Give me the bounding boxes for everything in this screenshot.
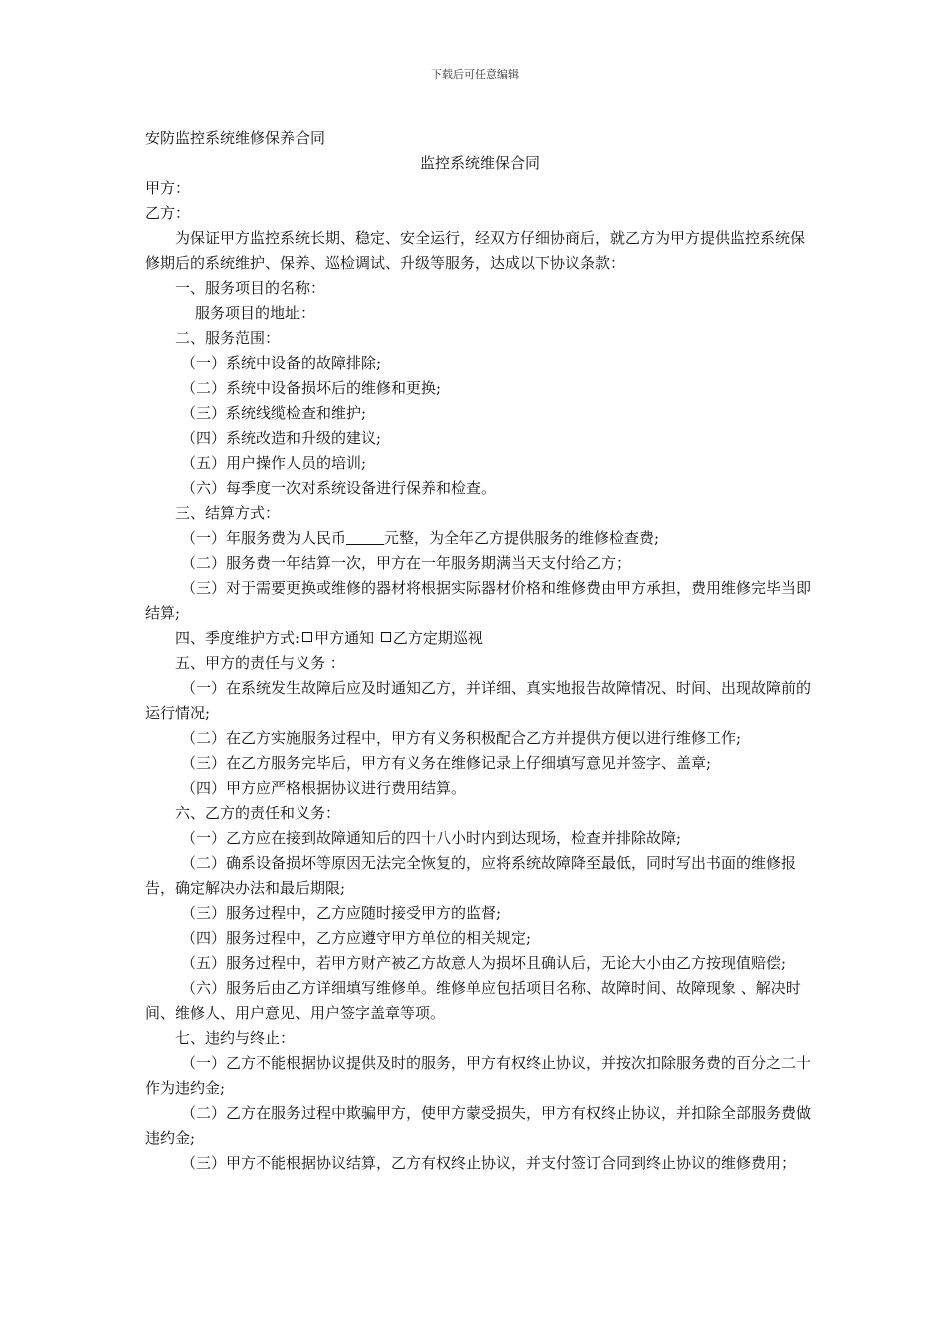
checkbox-icon xyxy=(302,632,312,642)
contract-title: 监控系统维保合同 xyxy=(419,154,540,172)
section-2-item: （一）系统中设备的故障排除; xyxy=(181,354,382,372)
section-4-title xyxy=(145,626,815,651)
fee-blank xyxy=(346,530,384,545)
section-1-title: 一、服务项目的名称： xyxy=(175,279,326,297)
section-2-item: （四）系统改造和升级的建议; xyxy=(181,429,382,447)
section-7-item: （二）乙方在服务过程中欺骗甲方，使甲方蒙受损失，甲方有权终止协议，并扣除全部服务费做违约金; xyxy=(145,1104,812,1147)
contract-document xyxy=(145,126,815,1176)
page-header: 下载后可任意编辑 xyxy=(431,68,519,81)
section-3-item: （三）对于需要更换或维修的器材将根据实际器材价格和维修费由甲方承担，费用维修完毕当即结算; xyxy=(145,579,812,622)
party-a: 甲方： xyxy=(145,179,191,197)
document-title: 安防监控系统维修保养合同 xyxy=(145,129,326,147)
section-2-title: 二、服务范围： xyxy=(175,329,281,347)
section-2-item: （五）用户操作人员的培训; xyxy=(181,454,367,472)
fee-label: （一）年服务费为人民币 xyxy=(181,529,347,547)
section-5-title: 五、甲方的责任与义务 ： xyxy=(175,654,345,672)
section-6-title: 六、乙方的责任和义务： xyxy=(175,804,341,822)
section-7-item: （一）乙方不能根据协议提供及时的服务，甲方有权终止协议，并按次扣除服务费的百分之二十作为违约金; xyxy=(145,1054,812,1097)
option-party-b-inspect: 乙方定期巡视 xyxy=(392,629,483,647)
section-5-item: （一）在系统发生故障后应及时通知乙方，并详细、真实地报告故障情况、时间、出现故障前的运行情况; xyxy=(145,679,812,722)
fee-label-suffix: 元整，为全年乙方提供服务的维修检查费; xyxy=(384,529,660,547)
section-1-address: 服务项目的地址： xyxy=(195,304,316,322)
section-6-item: （一）乙方应在接到故障通知后的四十八小时内到达现场，检查并排除故障; xyxy=(181,829,682,847)
section-3-item xyxy=(145,526,815,551)
section-7-item: （三）甲方不能根据协议结算，乙方有权终止协议，并支付签订合同到终止协议的维修费用； xyxy=(181,1154,797,1172)
party-b: 乙方： xyxy=(145,204,191,222)
section-5-item: （三）在乙方服务完毕后，甲方有义务在维修记录上仔细填写意见并签字、盖章; xyxy=(181,754,712,772)
section-6-item: （二）确系设备损坏等原因无法完全恢复的，应将系统故障降至最低，同时写出书面的维修报告，确定解决办法和最后期限; xyxy=(145,854,797,897)
section-6-item: （五）服务过程中，若甲方财产被乙方故意人为损坏且确认后，无论大小由乙方按现值赔偿; xyxy=(181,954,787,972)
section-2-item: （二）系统中设备损坏后的维修和更换; xyxy=(181,379,442,397)
intro-paragraph: 为保证甲方监控系统长期、稳定、安全运行，经双方仔细协商后，就乙方为甲方提供监控系统保修期后的系统维护、保养、巡检调试、升级等服务，达成以下协议条款： xyxy=(145,229,806,272)
section-5-item: （四）甲方应严格根据协议进行费用结算。 xyxy=(181,779,467,797)
option-party-a-notify: 甲方通知 xyxy=(314,629,375,647)
section-6-item: （六）服务后由乙方详细填写维修单。维修单应包括项目名称、故障时间、故障现象 、解决时间、维修人、用户意见、用户签字盖章等项。 xyxy=(145,979,801,1022)
section-7-title: 七、违约与终止： xyxy=(175,1029,296,1047)
section-3-title: 三、结算方式： xyxy=(175,504,281,522)
section-6-item: （三）服务过程中，乙方应随时接受甲方的监督; xyxy=(181,904,502,922)
checkbox-icon xyxy=(381,632,391,642)
maintenance-mode-label: 四、季度维护方式: xyxy=(175,629,301,647)
section-5-item: （二）在乙方实施服务过程中，甲方有义务积极配合乙方并提供方便以进行维修工作; xyxy=(181,729,742,747)
section-6-item: （四）服务过程中，乙方应遵守甲方单位的相关规定; xyxy=(181,929,532,947)
section-2-item: （三）系统线缆检查和维护; xyxy=(181,404,367,422)
section-3-item: （二）服务费一年结算一次，甲方在一年服务期满当天支付给乙方； xyxy=(181,554,632,572)
section-2-item: （六）每季度一次对系统设备进行保养和检查。 xyxy=(181,479,497,497)
